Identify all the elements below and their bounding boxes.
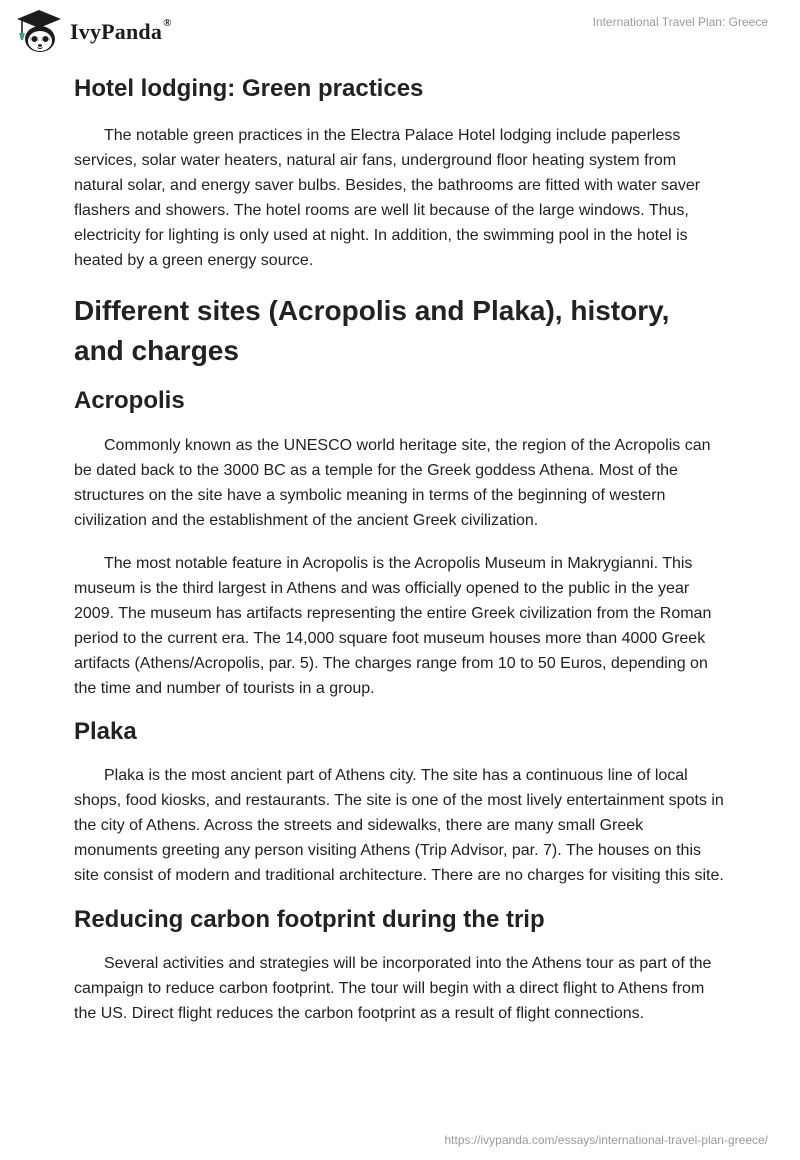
- source-url[interactable]: https://ivypanda.com/essays/international-travel-plan-greece/: [444, 1133, 768, 1147]
- essay-content: [74, 64, 726, 1026]
- paragraph-carbon-footprint: Several activities and strategies will be incorporated into the Athens tour as part of the campaign to reduce carbon footprint. The tour will begin with a direct flight to Athens from the US. Direct flight reduces the carbon footprint as a result of flight connections.: [74, 954, 712, 1022]
- page-header: [0, 0, 800, 64]
- paragraph-acropolis-history: Commonly known as the UNESCO world heritage site, the region of the Acropolis can be dated back to the 3000 BC as a temple for the Greek goddess Athena. Most of the structures on the site have a symbolic meaning in terms of the beginning of western civilization and the establishment of the ancient Greek civilization.: [74, 437, 711, 530]
- ivypanda-logo[interactable]: [14, 8, 171, 56]
- paragraph-acropolis-museum: The most notable feature in Acropolis is the Acropolis Museum in Makrygianni. This museum is the third largest in Athens and was officially opened to the public in the year 2009. The museum has artifacts representing the entire Greek civilization from the Roman period to the current era. The 14,000 square foot museum houses more than 4000 Greek artifacts (Athens/Acropolis, par. 5). The charges range from 10 to 50 Euros, depending on the time and number of tourists in a group.: [74, 555, 712, 698]
- panda-graduation-cap-icon: [14, 8, 64, 56]
- registered-mark: ®: [163, 17, 172, 29]
- paragraph-plaka: Plaka is the most ancient part of Athens city. The site has a continuous line of local shops, food kiosks, and restaurants. The site is one of the most lively entertainment spots in the city of Athens. Across the streets and sidewalks, there are many small Greek monuments greeting any person visiting Athens (Trip Advisor, par. 7). The houses on this site consist of modern and traditional architecture. There are no charges for visiting this site.: [74, 766, 724, 884]
- document-title: International Travel Plan: Greece: [592, 15, 768, 29]
- heading-carbon-footprint: Reducing carbon footprint during the trip: [74, 905, 545, 933]
- brand-name: IvyPanda: [70, 19, 163, 44]
- heading-acropolis: Acropolis: [74, 387, 185, 415]
- heading-plaka: Plaka: [74, 718, 137, 746]
- paragraph-green-practices: The notable green practices in the Electra Palace Hotel lodging include paperless services, solar water heaters, natural air fans, underground floor heating system from natural solar, and energy saver bulbs. Besides, the bathrooms are fitted with water saver flashers and showers. The hotel rooms are well lit because of the large windows. Thus, electricity for lighting is only used at night. In addition, the swimming pool in the hotel is heated by a green energy source.: [74, 127, 701, 270]
- heading-green-practices: Hotel lodging: Green practices: [74, 75, 424, 102]
- heading-different-sites: Different sites (Acropolis and Plaka), history, and charges: [74, 295, 670, 367]
